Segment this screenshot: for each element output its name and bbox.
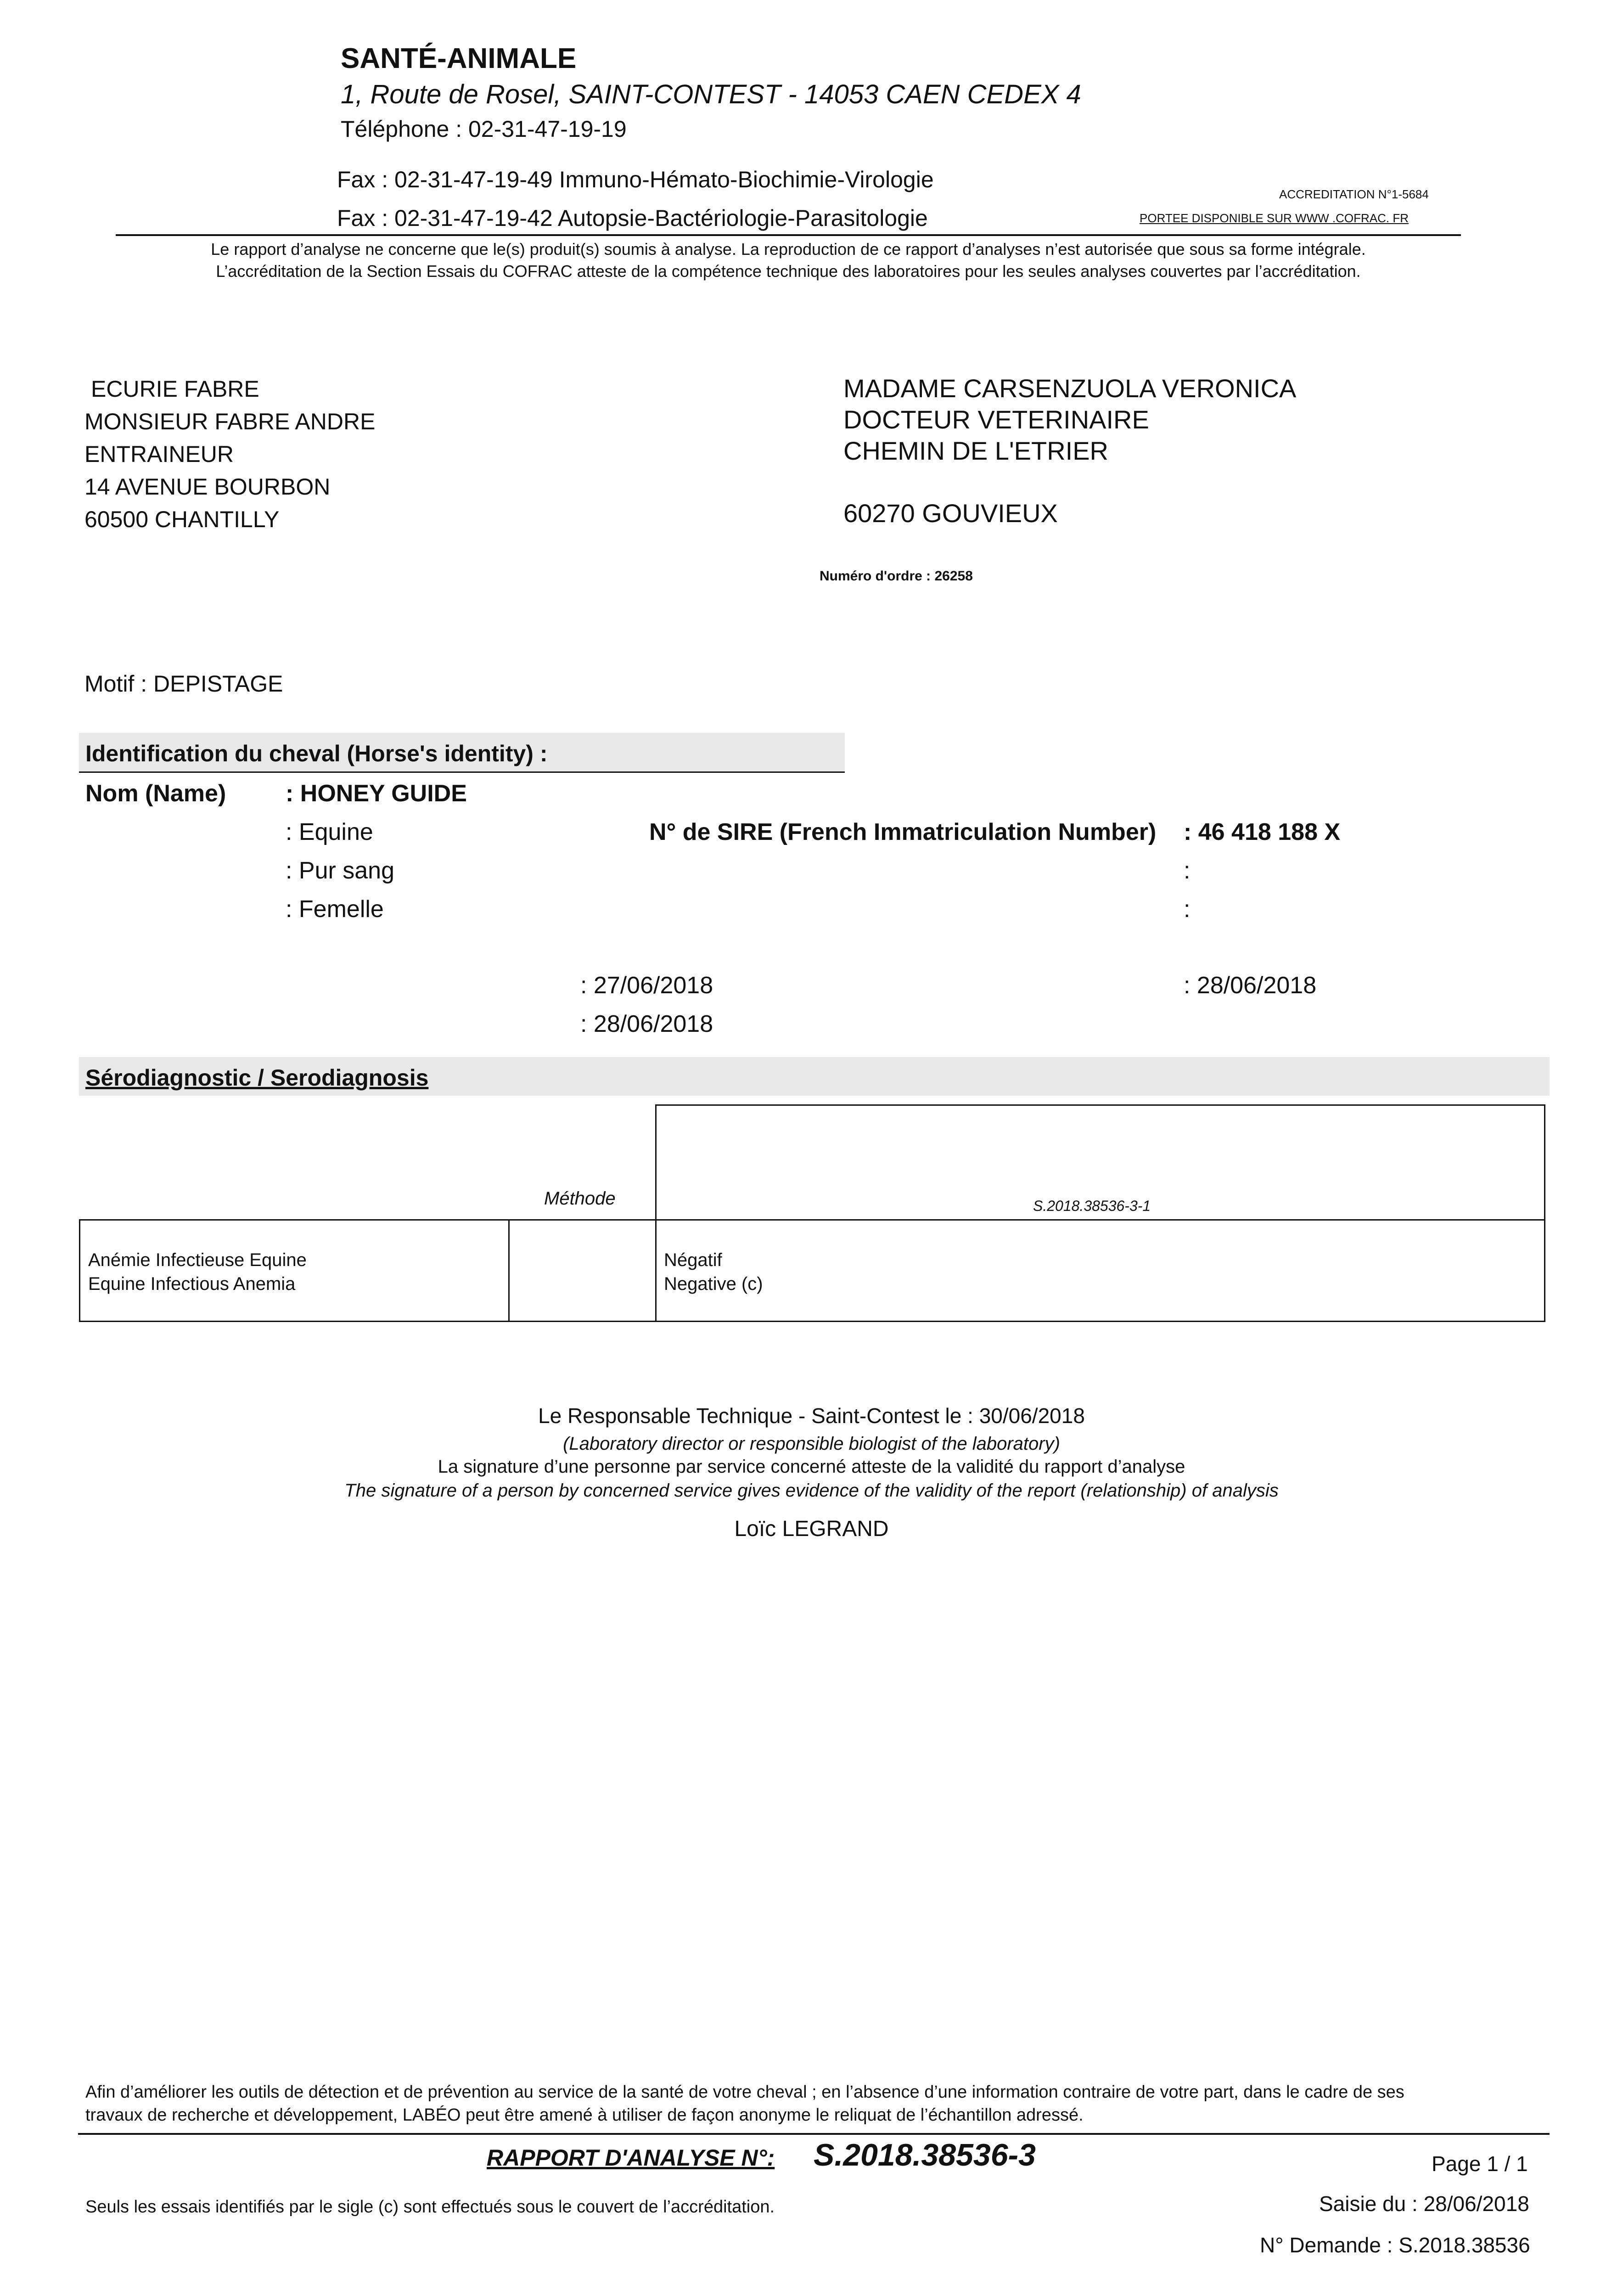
table-border	[655, 1104, 1545, 1106]
signature-line-2: (Laboratory director or responsible biologist of the laboratory)	[563, 1434, 1060, 1454]
owner-line: 14 AVENUE BOURBON	[84, 474, 331, 500]
footer-notice-line-1: Afin d’améliorer les outils de détection et de prévention au service de la santé de votre cheval ; en l’absence d’une information contraire de votre part, dans le cadre de ses	[85, 2082, 1404, 2102]
report-label: RAPPORT D'ANALYSE N°:	[487, 2145, 775, 2171]
table-border	[1544, 1104, 1545, 1322]
lab-name: SANTÉ-ANIMALE	[341, 43, 577, 74]
lab-address: 1, Route de Rosel, SAINT-CONTEST - 14053 CAEN CEDEX 4	[341, 79, 1081, 109]
owner-line: 60500 CHANTILLY	[84, 506, 280, 532]
vet-line: CHEMIN DE L'ETRIER	[843, 436, 1108, 465]
sire-value: : 46 418 188 X	[1184, 819, 1341, 845]
footer-notice-line-2: travaux de recherche et développement, LABÉO peut être amené à utiliser de façon anonyme le reliquat de l’échantillon adressé.	[85, 2105, 1084, 2125]
analysis-name-fr: Anémie Infectieuse Equine	[88, 1250, 307, 1270]
analysis-name-en: Equine Infectious Anemia	[88, 1274, 296, 1294]
serodiagnostic-title: Sérodiagnostic / Serodiagnosis	[85, 1065, 429, 1091]
result-fr: Négatif	[664, 1250, 722, 1270]
order-number: Numéro d'ordre : 26258	[820, 568, 973, 584]
accreditation-number: ACCREDITATION N°1-5684	[1279, 187, 1429, 201]
method-header: Méthode	[544, 1188, 616, 1209]
empty-field-value: :	[1184, 896, 1191, 923]
signatory-name: Loïc LEGRAND	[734, 1517, 889, 1541]
table-border	[508, 1219, 510, 1322]
date-value: : 28/06/2018	[1184, 972, 1317, 999]
horse-breed: : Pur sang	[286, 857, 395, 884]
empty-field-value: :	[1184, 857, 1191, 884]
signature-line-1: Le Responsable Technique - Saint-Contest le : 30/06/2018	[538, 1404, 1085, 1428]
identification-title: Identification du cheval (Horse's identity) :	[85, 741, 548, 766]
veterinarian-address-block	[843, 373, 1296, 529]
signature-line-4: The signature of a person by concerned service gives evidence of the validity of the report (relationship) of analysis	[344, 1480, 1279, 1501]
owner-line: MONSIEUR FABRE ANDRE	[84, 409, 376, 434]
signature-line-3: La signature d’une personne par service concerné atteste de la validité du rapport d’analyse	[438, 1457, 1185, 1477]
vet-line: 60270 GOUVIEUX	[843, 499, 1058, 528]
horse-sex: : Femelle	[286, 896, 384, 923]
horse-name-label: Nom (Name)	[85, 780, 226, 807]
table-border	[79, 1219, 80, 1322]
sample-id: S.2018.38536-3-1	[1033, 1198, 1151, 1214]
owner-line: ENTRAINEUR	[84, 441, 234, 467]
table-border	[655, 1104, 657, 1322]
page-number: Page 1 / 1	[1432, 2152, 1528, 2176]
report-number: S.2018.38536-3	[814, 2138, 1036, 2172]
result-en: Negative (c)	[664, 1274, 763, 1294]
lab-fax-2: Fax : 02-31-47-19-42 Autopsie-Bactériologie-Parasitologie	[337, 205, 928, 231]
vet-line: DOCTEUR VETERINAIRE	[843, 405, 1149, 434]
date-value: : 27/06/2018	[580, 972, 713, 999]
horse-species: : Equine	[286, 819, 373, 845]
footer-divider	[78, 2133, 1550, 2135]
demande-number: N° Demande : S.2018.38536	[1260, 2233, 1530, 2257]
header-divider	[116, 234, 1461, 236]
date-value: : 28/06/2018	[580, 1011, 713, 1037]
disclaimer-line-2: L’accréditation de la Section Essais du COFRAC atteste de la compétence technique des laboratoires pour les seules analyses couvertes par l’accréditation.	[216, 262, 1361, 281]
motif: Motif : DEPISTAGE	[84, 671, 283, 697]
disclaimer-line-1: Le rapport d’analyse ne concerne que le(s) produit(s) soumis à analyse. La reproduction de ce rapport d’analyses n’est autorisée que sous sa forme intégrale.	[211, 240, 1366, 259]
vet-line: MADAME CARSENZUOLA VERONICA	[843, 374, 1297, 403]
table-border	[79, 1321, 1545, 1322]
horse-name-value: : HONEY GUIDE	[286, 780, 467, 807]
sire-label: N° de SIRE (French Immatriculation Number)	[649, 819, 1157, 845]
lab-fax-1: Fax : 02-31-47-19-49 Immuno-Hémato-Biochimie-Virologie	[337, 167, 934, 192]
accreditation-scope: PORTEE DISPONIBLE SUR WWW .COFRAC. FR	[1140, 211, 1409, 225]
saisie-date: Saisie du : 28/06/2018	[1319, 2192, 1529, 2216]
owner-line: ECURIE FABRE	[91, 376, 259, 402]
table-border	[79, 1219, 1545, 1221]
lab-phone: Téléphone : 02-31-47-19-19	[341, 116, 627, 142]
accreditation-note: Seuls les essais identifiés par le sigle (c) sont effectués sous le couvert de l’accréditation.	[85, 2197, 775, 2217]
owner-address-block	[84, 373, 375, 536]
